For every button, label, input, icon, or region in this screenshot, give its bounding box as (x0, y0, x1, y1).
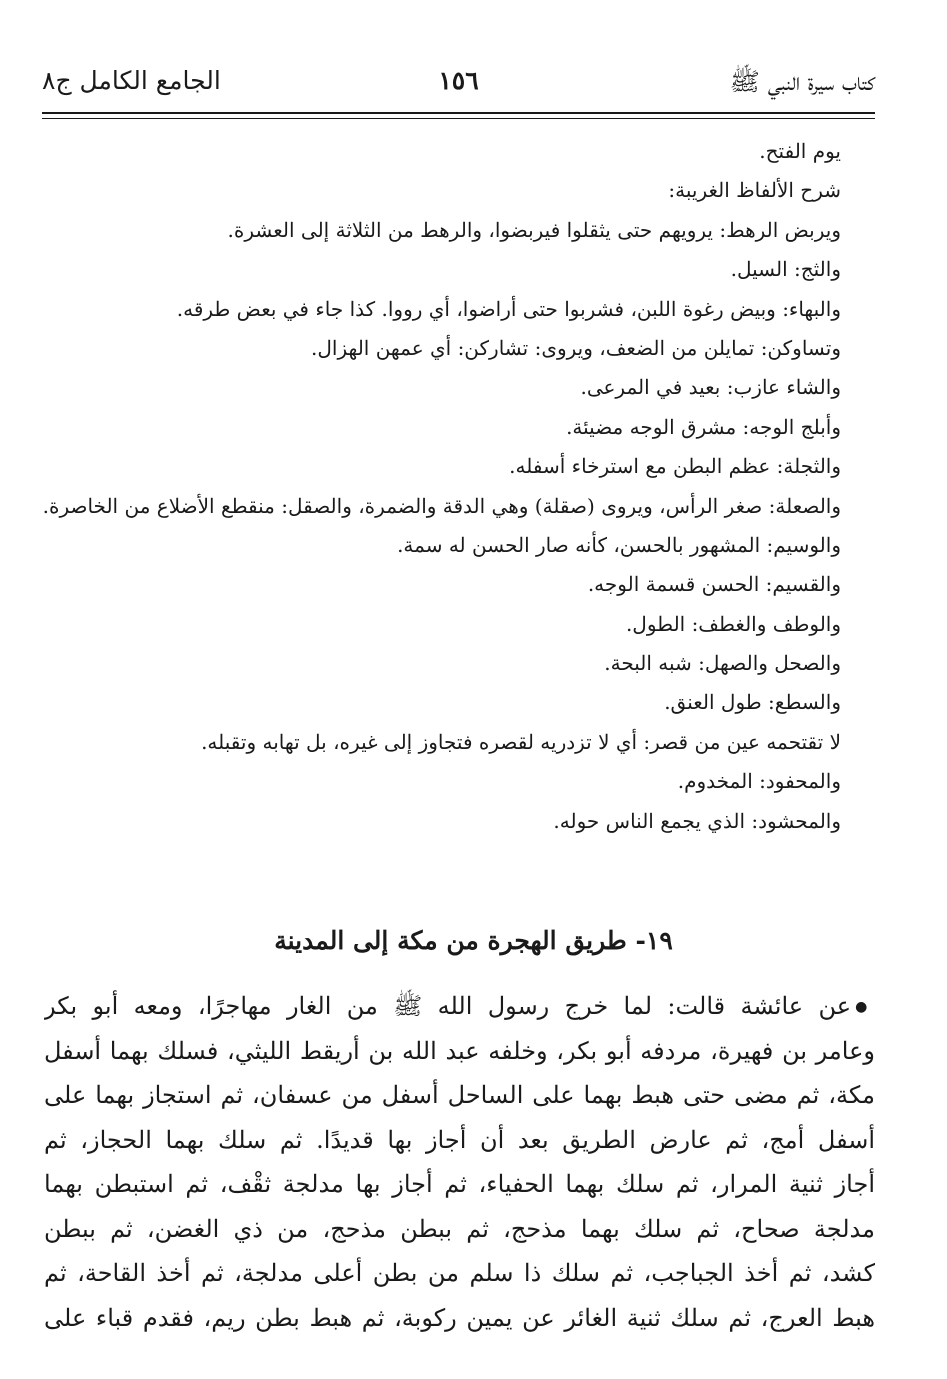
section-title: ١٩- طريق الهجرة من مكة إلى المدينة (274, 926, 673, 955)
narrative-line: مدلجة صحاح، ثم سلك بهما مذحج، ثم ببطن مذحج، من ذي الغضن، ثم ببطن (44, 1214, 875, 1243)
glossary-line: والوطف والغطف: الطول. (625, 611, 841, 636)
glossary-line: والشاء عازب: بعيد في المرعى. (580, 375, 841, 400)
narrative-line: هبط العرج، ثم سلك ثنية الغائر عن يمين ركوبة، ثم هبط بطن ريم، فقدم قباء على (44, 1303, 875, 1332)
glossary-line: والثج: السيل. (730, 257, 841, 282)
glossary-heading: شرح الألفاظ الغريبة: (668, 178, 841, 203)
glossary-line: والبهاء: وبيض رغوة اللبن، فشربوا حتى أراضوا، أي رووا. كذا جاء في بعض طرقه. (176, 296, 841, 321)
glossary-line: والمحفود: المخدوم. (677, 769, 841, 794)
glossary-line: والوسيم: المشهور بالحسن، كأنه صار الحسن له سمة. (397, 532, 841, 557)
narrative-line: أسفل أمج، ثم عارض الطريق بعد أن أجاز بها قديدًا. ثم سلك بهما الحجاز، ثم (44, 1125, 875, 1154)
glossary-line: والصعلة: صغر الرأس، ويروى (صقلة) وهي الدقة والضمرة، والصقل: منقطع الأضلاع من الخاصرة. (42, 493, 841, 518)
glossary-line: والسطع: طول العنق. (664, 690, 841, 715)
page-number: ١٥٦ (438, 66, 479, 95)
narrative-first-text: عن عائشة قالت: لما خرج رسول الله ﷺ من الغار مهاجرًا، ومعه أبو بكر (44, 992, 852, 1020)
narrative-line: وعامر بن فهيرة، مردفه أبو بكر، وخلفه عبد الله بن أريقط الليثي، فسلك بهما أسفل (44, 1036, 875, 1065)
glossary-line: وأبلج الوجه: مشرق الوجه مضيئة. (566, 414, 841, 439)
header-thick-rule (42, 112, 875, 114)
narrative-line: أجاز ثنية المرار، ثم سلك بهما الحفياء، ثم أجاز بها مدلجة ثقْف، ثم استبطن بهما (44, 1170, 875, 1198)
bullet-icon: ● (855, 999, 875, 1016)
narrative-first-line (44, 984, 875, 1029)
glossary-line: والثجلة: عظم البطن مع استرخاء أسفله. (509, 454, 841, 479)
glossary-line: لا تقتحمه عين من قصر: أي لا تزدريه لقصره فتجاوز إلى غيره، بل تهابه وتقبله. (201, 729, 841, 754)
narrative-line: مكة، ثم مضى حتى هبط بهما على الساحل أسفل من عسفان، ثم استجاز بهما على (44, 1081, 875, 1109)
page-header (42, 62, 875, 102)
header-book-title: كتاب سيرة النبي ﷺ (729, 67, 875, 96)
glossary-line: والمحشود: الذي يجمع الناس حوله. (553, 808, 841, 833)
glossary-line: ويربض الرهط: يرويهم حتى يثقلوا فيربضوا، والرهط من الثلاثة إلى العشرة. (227, 217, 841, 242)
glossary-block (30, 132, 841, 841)
glossary-line: يوم الفتح. (759, 139, 841, 163)
narrative-line: كشد، ثم أخذ الجباجب، ثم سلك ذا سلم من بطن أعلى مدلجة، ثم أخذ القاحة، ثم (44, 1259, 875, 1287)
glossary-line: وتساوكن: تمايلن من الضعف، ويروى: تشاركن: أي عمهن الهزال. (311, 335, 841, 360)
header-volume: الجامع الكامل ج٨ (42, 66, 221, 95)
header-thin-rule (42, 118, 875, 119)
glossary-line: والصحل والصهل: شبه البحة. (604, 651, 841, 676)
narrative-block (44, 984, 875, 1340)
glossary-line: والقسيم: الحسن قسمة الوجه. (587, 572, 841, 597)
